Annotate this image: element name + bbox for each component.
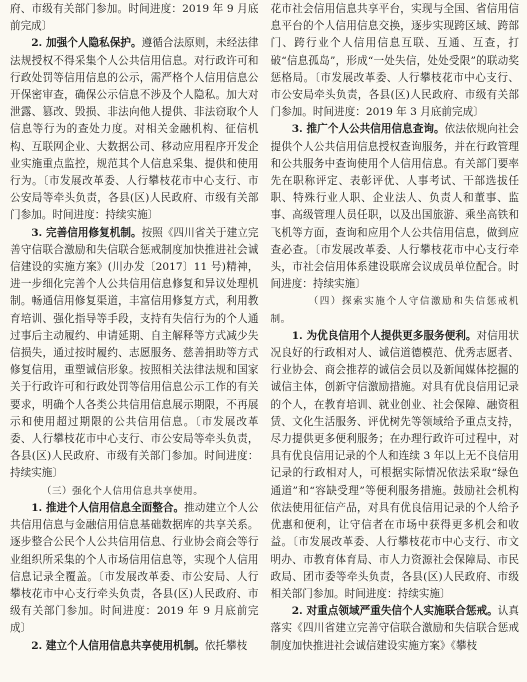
paragraph-heading: 3. 推广个人公共信用信息查询。	[291, 123, 445, 136]
paragraph-heading: 2. 加强个人隐私保护。	[31, 37, 142, 50]
paragraph-heading: 2. 建立个人信用信息共享使用机制。	[31, 639, 205, 652]
paragraph	[10, 500, 259, 638]
paragraph-heading: 1. 为优良信用个人提供更多服务便利。	[291, 329, 477, 342]
section-heading-text: （三）强化个人信用信息共享使用。	[41, 485, 204, 497]
paragraph	[10, 638, 259, 655]
section-heading	[10, 483, 259, 500]
section-heading-text: （四）探索实施个人守信激励和失信惩戒机制。	[270, 296, 519, 325]
paragraph-body: 依法依规向社会提供个人公共信用信息授权查询服务，并在行政管理和公共服务中查询使用个人信用信息。有关部门要率先在职称评定、表彰评优、人事考试、干部选拔任职、特殊行业人职、企业法人、负责人和董事、监事、高级管理人员任职，以及出国旅游、乘坐高铁和飞机等方面，查询和应用个人公共信用信息，做到应查必查。〔市发展改革委、人行攀枝花市中心支行牵头，市社会信用体系建设联席会议成员单位配合。时间进度：持续实施〕	[270, 123, 519, 291]
paragraph	[10, 225, 259, 483]
paragraph	[271, 121, 520, 293]
section-heading	[271, 293, 520, 327]
paragraph-body: 认真落实《四川省建立完善守信联合激励和失信联合惩戒制度加快推进社会诚信建设实施方案》《攀枝	[270, 605, 519, 652]
paragraph	[10, 35, 259, 224]
paragraph-body: 按照《四川省关于建立完善守信联合激励和失信联合惩戒制度加快推进社会诚信建设的实施方案》(川办发〔2017〕11 号)精神，进一步细化完善个人公共信用信息修复和异议处理机制。畅通信用修复渠道，丰富信用修复方式，利用教育培训、强化指导等手段，支持有失信行为的个人通过事后主动履约、申请延期、自主解释等方式减少失信损失，通过按时履约、志愿服务、慈善捐助等方式修复信用，重塑诚信形象。按照相关法律法规和国家关于行政许可和行政处罚等信用信息公示工作的有关要求，明确个人各类公共信用信息展示期限，不再展示和使用超过期限的公共信用信息。〔市发展改革委、人行攀枝花市中心支行、市公安局等牵头负责，各县(区)人民政府、市级有关部门参加。时间进度：持续实施〕	[10, 226, 259, 480]
paragraph: 花市社会信用信息共享平台，实现与全国、省信用信息平台的个人信用信息交换，逐步实现跨区域、跨部门、跨行业个人信用信息互联、互通、互查，打破“信息孤岛”，形成“一处失信，处处受限”的联动奖惩格局。〔市发展改革委、人行攀枝花市中心支行、市公安局牵头负责，各县(区)人民政府、市级有关部门参加。时间进度：2019 年 3 月底前完成〕	[270, 3, 519, 119]
right-column	[271, 1, 520, 682]
left-column	[10, 1, 259, 682]
paragraph-body: 依托攀枝	[204, 639, 248, 652]
paragraph: 府、市级有关部门参加。时间进度：2019 年 9 月底前完成〕	[10, 3, 259, 33]
paragraph-body: 推动建立个人公共信用信息与金融信用信息基础数据库的共享关系。逐步整合公民个人公共信用信息、行业协会商会等行业组织所采集的个人市场信用信息等，实现个人信用信息记录全覆盖。〔市发展改革委、市公安局、人行攀枝花市中心支行牵头负责，各县(区)人民政府、市级有关部门参加。时间进度：2019 年 9 月底前完成〕	[10, 501, 259, 635]
paragraph-heading: 2. 对重点领域严重失信个人实施联合惩戒。	[291, 605, 498, 618]
paragraph	[271, 603, 520, 655]
paragraph-heading: 1. 推进个人信用信息全面整合。	[31, 501, 185, 514]
paragraph-body: 遵循合法原则，未经法律法规授权不得采集个人公共信用信息。对行政许可和行政处罚等信用信息的公示，需严格个人信用信息公开保密审查，确保公示信息不涉及个人隐私。加大对泄露、篡改、毁损、非法向他人提供、非法窃取个人信息等行为的查处力度。对相关金融机构、征信机构、互联网企业、大数据公司、移动应用程序开发企业实施重点监控，规范其个人信息采集、提供和使用行为。〔市发展改革委、人行攀枝花市中心支行、市公安局等牵头负责，各县(区)人民政府、市级有关部门参加。时间进度：持续实施〕	[10, 37, 259, 222]
paragraph-heading: 3. 完善信用修复机制。	[31, 226, 142, 239]
paragraph-body: 对信用状况良好的行政相对人、诚信道德模范、优秀志愿者、行业协会、商会推荐的诚信会员以及新闻媒体挖掘的诚信主体，创新守信激励措施。对具有优良信用记录的个人，在教育培训、就业创业、社会保障、融资租赁、文化生活服务、评优树先等领域给予重点支持，尽力提供更多便利服务；在办理行政许可过程中，对具有优良信用记录的个人和连续 3 年以上无不良信用记录的行政相对人，可根据实际情况依法采取“绿色通道”和“容缺受理”等便利服务措施。鼓励社会机构依法使用征信产品，对具有优良信用记录的个人给予优惠和便利，让守信者在市场中获得更多机会和收益。〔市发展改革委、人行攀枝花市中心支行、市文明办、市教育体育局、市人力资源社会保障局、市民政局、团市委等牵头负责，各县(区)人民政府、市级相关部门参加。时间进度：持续实施〕	[270, 329, 519, 600]
paragraph	[271, 328, 520, 603]
